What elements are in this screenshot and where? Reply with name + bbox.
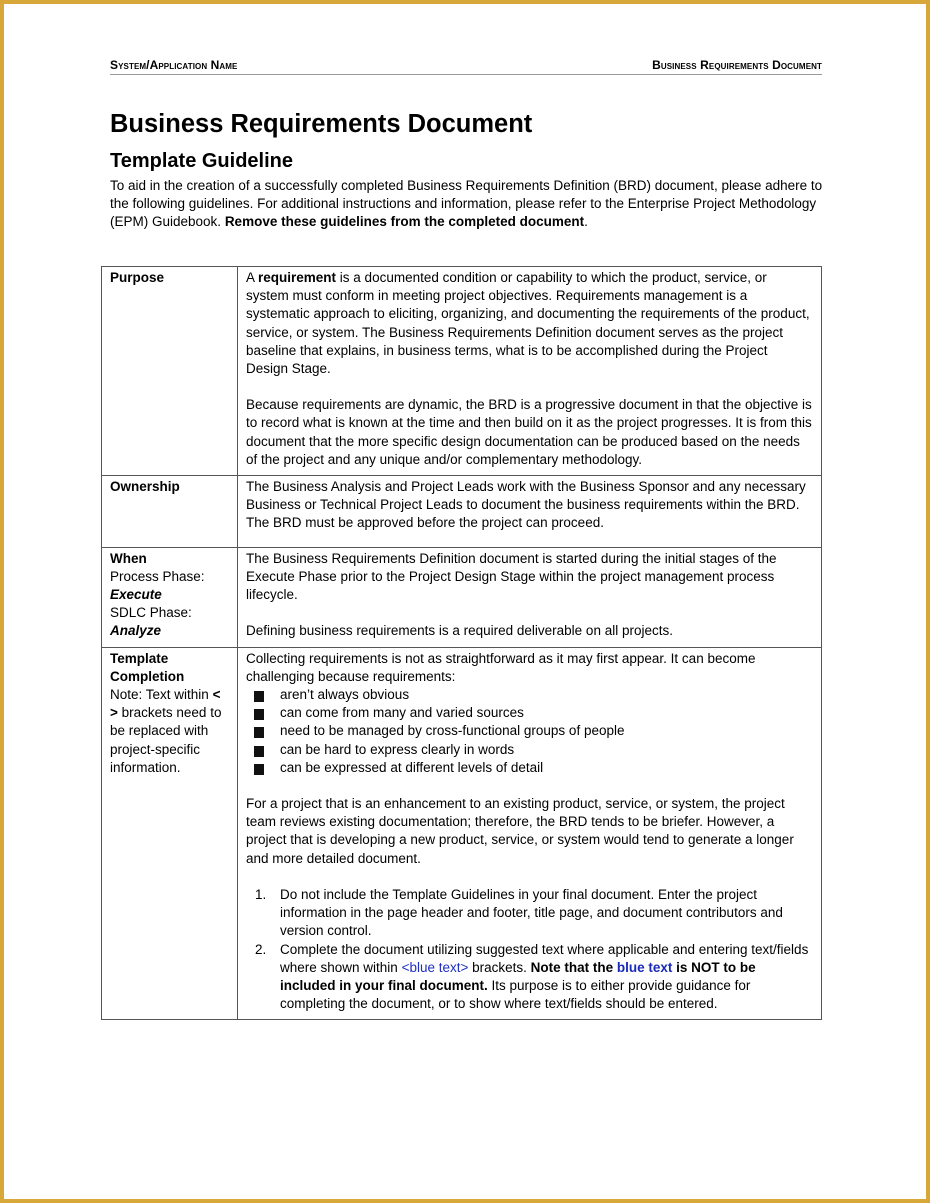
purpose-label: Purpose [110, 270, 165, 285]
process-phase-label: Process Phase: [110, 568, 205, 584]
purpose-paragraph-2: Because requirements are dynamic, the BRD is a progressive document in that the objective is to record what is known at the time and then build on it as the project progresses. It is from this document that the more specific design documentation can be produced based on the needs of the project and any unique and/or complementary methodology. [246, 397, 812, 467]
step-number: 1. [255, 886, 267, 902]
intro-text: To aid in the creation of a successfully completed Business Requirements Definition (BRD) document, please adhere to the following guidelines. For additional instructions and information, please refer to the Enterprise Project Methodology (EPM) Guidebook. [110, 178, 823, 229]
completion-paragraph-1: Collecting requirements is not as straightforward as it may first appear. It can become challenging because requirements: [246, 650, 756, 684]
note-text-a: Note: Text within [110, 687, 213, 703]
step-text-b: brackets. [468, 959, 531, 975]
ownership-paragraph: The Business Analysis and Project Leads work with the Business Sponsor and any necessary Business or Technical Project Leads to document the business requirements within the BRD. The BRD must be approved before the project can proceed. [246, 479, 806, 531]
document-title: Business Requirements Document [110, 110, 533, 138]
step-bold-1: Note that the [530, 959, 617, 975]
note-text-c: brackets need to be replaced with project-specific information. [110, 705, 222, 775]
completion-label: Template Completion [110, 650, 185, 684]
bullet-text: need to be managed by cross-functional groups of people [280, 723, 625, 739]
purpose-term-requirement: requirement [258, 270, 337, 285]
purpose-text-a: A [246, 270, 259, 285]
bullet-text: can be expressed at different levels of detail [280, 759, 544, 775]
blue-text-emphasis: blue text [616, 959, 673, 975]
step-bold-2: is NOT to be included in your final document. [280, 959, 756, 993]
bullet-text: can come from many and varied sources [280, 705, 524, 721]
note-brackets: < > [110, 687, 221, 721]
purpose-text-c: is a documented condition or capability to which the product, service, or system must conform in meeting project objectives. Requirements management is a systematic approach to eliciting, organizing, and documenting the requirements of the product, service, or system. The Business Requirements Definition document serves as the project baseline that explains, in business terms, what is to be accomplished during the Project Design Stage. [246, 270, 810, 377]
intro-bold-instruction: Remove these guidelines from the completed document [224, 214, 585, 229]
bullet-text: can be hard to express clearly in words [280, 741, 515, 757]
process-phase-value: Execute [110, 587, 162, 603]
step-text: Do not include the Template Guidelines in your final document. Enter the project information in the page header and footer, title page, and document contributors and version control. [280, 886, 783, 939]
when-paragraph-1: The Business Requirements Definition document is started during the initial stages of the Execute Phase prior to the Project Design Stage within the project management process lifecycle. [246, 550, 777, 603]
blue-text-placeholder: <blue text> [401, 959, 469, 975]
bullet-text: aren’t always obvious [280, 687, 410, 703]
header-document-name: Business Requirements Document [652, 58, 822, 72]
sdlc-phase-value: Analyze [110, 623, 162, 639]
sdlc-phase-label: SDLC Phase: [110, 605, 192, 621]
step-number: 2. [255, 941, 267, 957]
when-label: When [110, 550, 147, 566]
step-text-c: Its purpose is to either provide guidance for completing the document, or to show where text/fields should be entered. [280, 977, 751, 1012]
ownership-label: Ownership [110, 479, 180, 495]
step-text-a: Complete the document utilizing suggested text where applicable and entering text/fields where shown within [280, 941, 809, 975]
completion-paragraph-2: For a project that is an enhancement to an existing product, service, or system, the project team reviews existing documentation; therefore, the BRD tends to be briefer. However, a project that is developing a new product, service, or system would tend to generate a longer and more detailed document. [246, 796, 794, 866]
intro-end: . [584, 214, 588, 229]
when-paragraph-2: Defining business requirements is a required deliverable on all projects. [246, 623, 673, 639]
section-subtitle: Template Guideline [110, 150, 293, 172]
header-system-name: System/Application Name [110, 58, 238, 72]
